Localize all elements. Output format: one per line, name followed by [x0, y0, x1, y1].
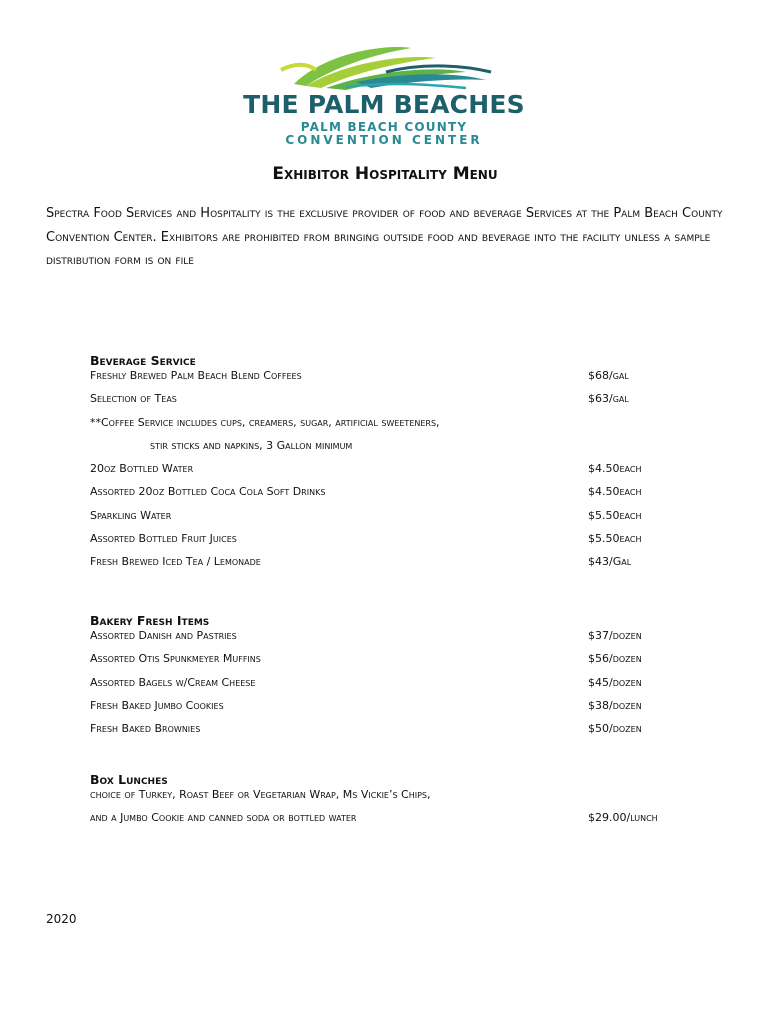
item-price: $43/Gal	[588, 555, 632, 569]
item-price: $4.50each	[588, 485, 642, 499]
item-price: $29.00/lunch	[588, 811, 658, 825]
item-price: $50/dozen	[588, 722, 642, 736]
section-heading: Box Lunches	[90, 772, 168, 787]
menu-item	[90, 485, 690, 508]
menu-item	[90, 369, 690, 392]
item-name: Freshly Brewed Palm Beach Blend Coffees	[90, 369, 302, 382]
item-price: $56/dozen	[588, 652, 642, 666]
item-name: Assorted Bagels w/Cream Cheese	[90, 675, 256, 689]
item-name: Assorted Danish and Pastries	[90, 629, 237, 642]
menu-item	[90, 532, 690, 555]
item-name: Sparkling Water	[90, 508, 172, 522]
menu-item	[90, 629, 690, 652]
menu-item	[90, 699, 690, 722]
menu-note	[90, 439, 690, 462]
logo-title: THE PALM BEACHES	[243, 90, 525, 119]
menu-note	[90, 416, 690, 439]
item-name: Fresh Baked Brownies	[90, 722, 201, 736]
page-title: Exhibitor Hospitality Menu	[272, 164, 498, 184]
bakery-section	[90, 613, 690, 745]
item-name: Fresh Brewed Iced Tea / Lemonade	[90, 555, 261, 569]
menu-item	[90, 392, 690, 415]
box-lunch-section	[90, 772, 690, 835]
logo	[236, 42, 536, 150]
logo-subtitle: PALM BEACH COUNTY	[300, 120, 468, 134]
intro-paragraph: Spectra Food Services and Hospitality is the exclusive provider of food and beverage Services at the Palm Beach County Convention Center. Exhibitors are prohibited from bringing outside food and beverage into the facility unless a sample distribution form is on file	[46, 206, 723, 268]
logo-subtitle-2: CONVENTION CENTER	[285, 133, 483, 147]
section-heading: Bakery Fresh Items	[90, 613, 210, 628]
item-price: $4.50each	[588, 462, 642, 476]
note-text: stir sticks and napkins, 3 Gallon minimum	[150, 438, 353, 452]
note-text: **Coffee Service includes cups, creamers, sugar, artificial sweeteners,	[90, 415, 440, 429]
item-price: $37/dozen	[588, 629, 642, 642]
item-price: $38/dozen	[588, 698, 642, 712]
item-description: choice of Turkey, Roast Beef or Vegetarian Wrap, Ms Vickie’s Chips,	[90, 788, 431, 801]
item-price: $45/dozen	[588, 675, 642, 689]
item-price: $63/gal	[588, 392, 629, 406]
menu-item	[90, 676, 690, 699]
item-name: Assorted 20oz Bottled Coca Cola Soft Drinks	[90, 485, 326, 499]
beverage-section	[90, 353, 690, 579]
menu-item	[90, 555, 690, 578]
menu-item	[90, 722, 690, 745]
item-name: Selection of Teas	[90, 392, 177, 406]
palm-frond-icon	[236, 42, 536, 92]
menu-note	[90, 788, 690, 811]
footer-year: 2020	[46, 912, 77, 926]
item-name: 20oz Bottled Water	[90, 462, 194, 476]
item-name: Assorted Bottled Fruit Juices	[90, 532, 237, 546]
item-price: $5.50each	[588, 532, 642, 546]
item-price: $5.50each	[588, 508, 642, 522]
menu-item	[90, 509, 690, 532]
menu-item	[90, 652, 690, 675]
item-name: Fresh Baked Jumbo Cookies	[90, 698, 224, 712]
item-price: $68/gal	[588, 369, 629, 382]
section-heading: Beverage Service	[90, 353, 196, 368]
menu-item	[90, 462, 690, 485]
menu-item	[90, 811, 690, 834]
item-name: Assorted Otis Spunkmeyer Muffins	[90, 652, 261, 666]
item-description: and a Jumbo Cookie and canned soda or bottled water	[90, 811, 357, 825]
